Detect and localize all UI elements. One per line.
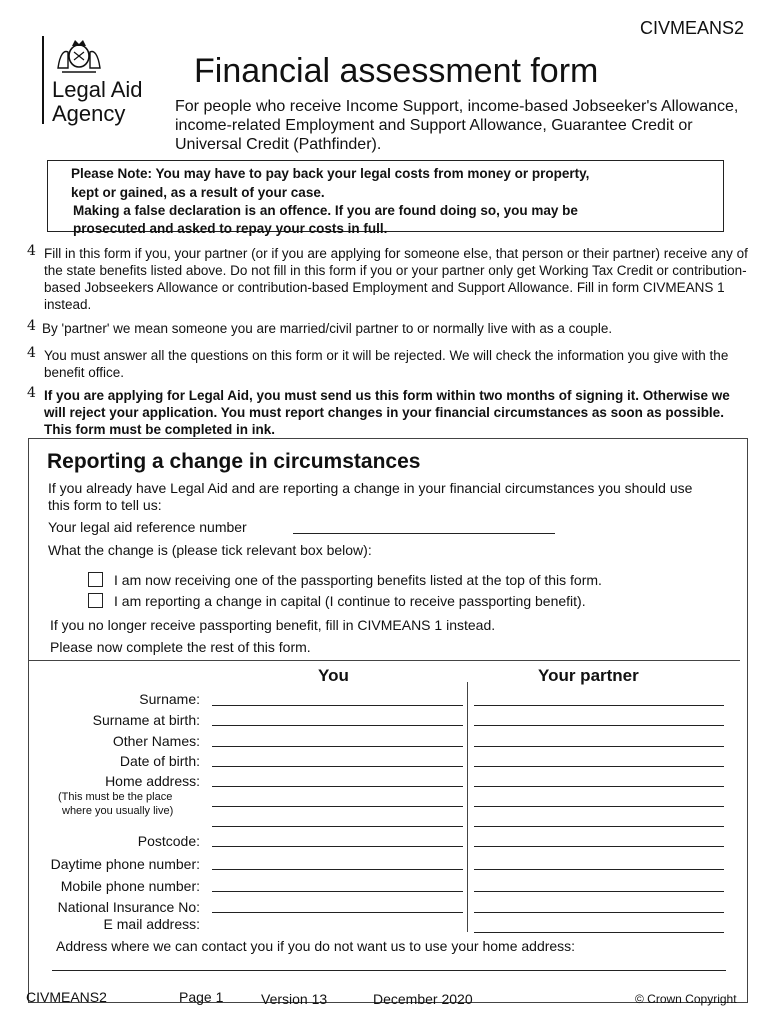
input-line-you[interactable] <box>212 869 463 870</box>
label-surname-birth: Surname at birth: <box>92 712 200 728</box>
divider <box>28 660 740 661</box>
input-line-partner[interactable] <box>474 891 724 892</box>
label-home-address: Home address: <box>105 773 200 789</box>
bullet-text: If you are applying for Legal Aid, you must send us this form within two months of signing it. Otherwise we will reject your application. You must report changes in your financial circumstances as soon as possible. This form must be completed in ink. <box>44 388 730 437</box>
footer-page: Page 1 <box>179 989 224 1005</box>
input-line-partner[interactable] <box>474 912 724 913</box>
page-title: Financial assessment form <box>194 52 599 90</box>
input-line-you[interactable] <box>212 846 463 847</box>
alt-address-label: Address where we can contact you if you do not want us to use your home address: <box>56 938 576 954</box>
bullet-marker: 4 <box>27 385 36 401</box>
input-line-you[interactable] <box>212 912 463 913</box>
input-line-partner[interactable] <box>474 869 724 870</box>
input-line-you[interactable] <box>212 891 463 892</box>
change-type-label: What the change is (please tick relevant box below): <box>48 542 372 558</box>
no-longer-note: If you no longer receive passporting benefit, fill in CIVMEANS 1 instead. <box>50 617 496 633</box>
label-dob: Date of birth: <box>119 753 200 769</box>
bullet-marker: 4 <box>27 318 36 334</box>
option-label: I am now receiving one of the passporting benefits listed at the top of this form. <box>114 572 602 588</box>
bullet-text: You must answer all the questions on this form or it will be rejected. We will check the information you give with the benefit office. <box>44 348 729 380</box>
input-line-you[interactable] <box>212 786 463 787</box>
royal-crest-icon <box>54 34 104 76</box>
logo-divider <box>42 36 44 124</box>
input-line-partner[interactable] <box>474 826 724 827</box>
input-line-you[interactable] <box>212 766 463 767</box>
bullet-marker: 4 <box>27 243 36 259</box>
footer-form-code: CIVMEANS2 <box>26 989 107 1005</box>
label-mobile: Mobile phone number: <box>60 878 200 894</box>
notice-line: kept or gained, as a result of your case. <box>71 185 325 200</box>
footer-date: December 2020 <box>373 991 473 1007</box>
section-intro: If you already have Legal Aid and are reporting a change in your financial circumstances you should use this form to tell us: <box>48 480 693 513</box>
label-surname: Surname: <box>139 691 200 707</box>
column-divider <box>467 682 468 932</box>
bullet-marker: 4 <box>27 345 36 361</box>
option-label: I am reporting a change in capital (I continue to receive passporting benefit). <box>114 593 586 609</box>
section-title: Reporting a change in circumstances <box>47 450 421 473</box>
footer-version: Version 13 <box>261 991 328 1007</box>
bullet-text: By 'partner' we mean someone you are married/civil partner to or normally live with as a couple. <box>42 321 613 336</box>
checkbox-passporting-benefit[interactable] <box>88 572 103 587</box>
reference-label: Your legal aid reference number <box>48 519 247 535</box>
footer-copyright: © Crown Copyright <box>635 992 737 1006</box>
input-line-you[interactable] <box>212 725 463 726</box>
label-email: E mail address: <box>103 916 200 932</box>
input-line-partner[interactable] <box>474 846 724 847</box>
label-other-names: Other Names: <box>112 733 200 749</box>
notice-line: Making a false declaration is an offence. If you are found doing so, you may be <box>73 203 578 218</box>
input-line-partner[interactable] <box>474 746 724 747</box>
bullet-text: Fill in this form if you, your partner (or if you are applying for someone else, that person or their partner) receive any of the state benefits listed above. Do not fill in this form if you or your partner only get Working Tax Credit or contribution-based Jobseekers Allowance or contribution-based Employment and Support Allowance. Fill in form CIVMEANS 1 instead. <box>44 246 748 312</box>
notice-line: Please Note: You may have to pay back your legal costs from money or property, <box>71 166 590 181</box>
logo-line2: Agency <box>52 101 126 126</box>
notice-line: prosecuted and asked to repay your costs in full. <box>73 221 388 236</box>
column-you: You <box>318 666 349 685</box>
input-line-partner[interactable] <box>474 932 724 933</box>
form-code: CIVMEANS2 <box>639 18 744 38</box>
logo-line1: Legal Aid <box>52 77 143 102</box>
input-line-partner[interactable] <box>474 806 724 807</box>
label-postcode: Postcode: <box>137 833 200 849</box>
input-line-you[interactable] <box>212 746 463 747</box>
input-line-partner[interactable] <box>474 725 724 726</box>
complete-rest-note: Please now complete the rest of this form. <box>50 639 311 655</box>
column-partner: Your partner <box>538 666 639 685</box>
label-ni-number: National Insurance No: <box>57 899 200 915</box>
input-line-you[interactable] <box>212 806 463 807</box>
alt-address-input-line[interactable] <box>52 970 726 971</box>
input-line-partner[interactable] <box>474 786 724 787</box>
reference-input-line[interactable] <box>293 533 555 534</box>
checkbox-capital-change[interactable] <box>88 593 103 608</box>
input-line-partner[interactable] <box>474 766 724 767</box>
home-address-note: where you usually live) <box>62 805 174 817</box>
input-line-partner[interactable] <box>474 705 724 706</box>
input-line-you[interactable] <box>212 705 463 706</box>
input-line-you[interactable] <box>212 826 463 827</box>
agency-logo-text <box>52 78 143 126</box>
home-address-note: (This must be the place <box>58 791 173 803</box>
label-daytime-phone: Daytime phone number: <box>50 856 200 872</box>
page-subtitle: For people who receive Income Support, income-based Jobseeker's Allowance, income-related Employment and Support Allowance, Guarantee Credit or Universal Credit (Pathfinder). <box>175 98 739 153</box>
